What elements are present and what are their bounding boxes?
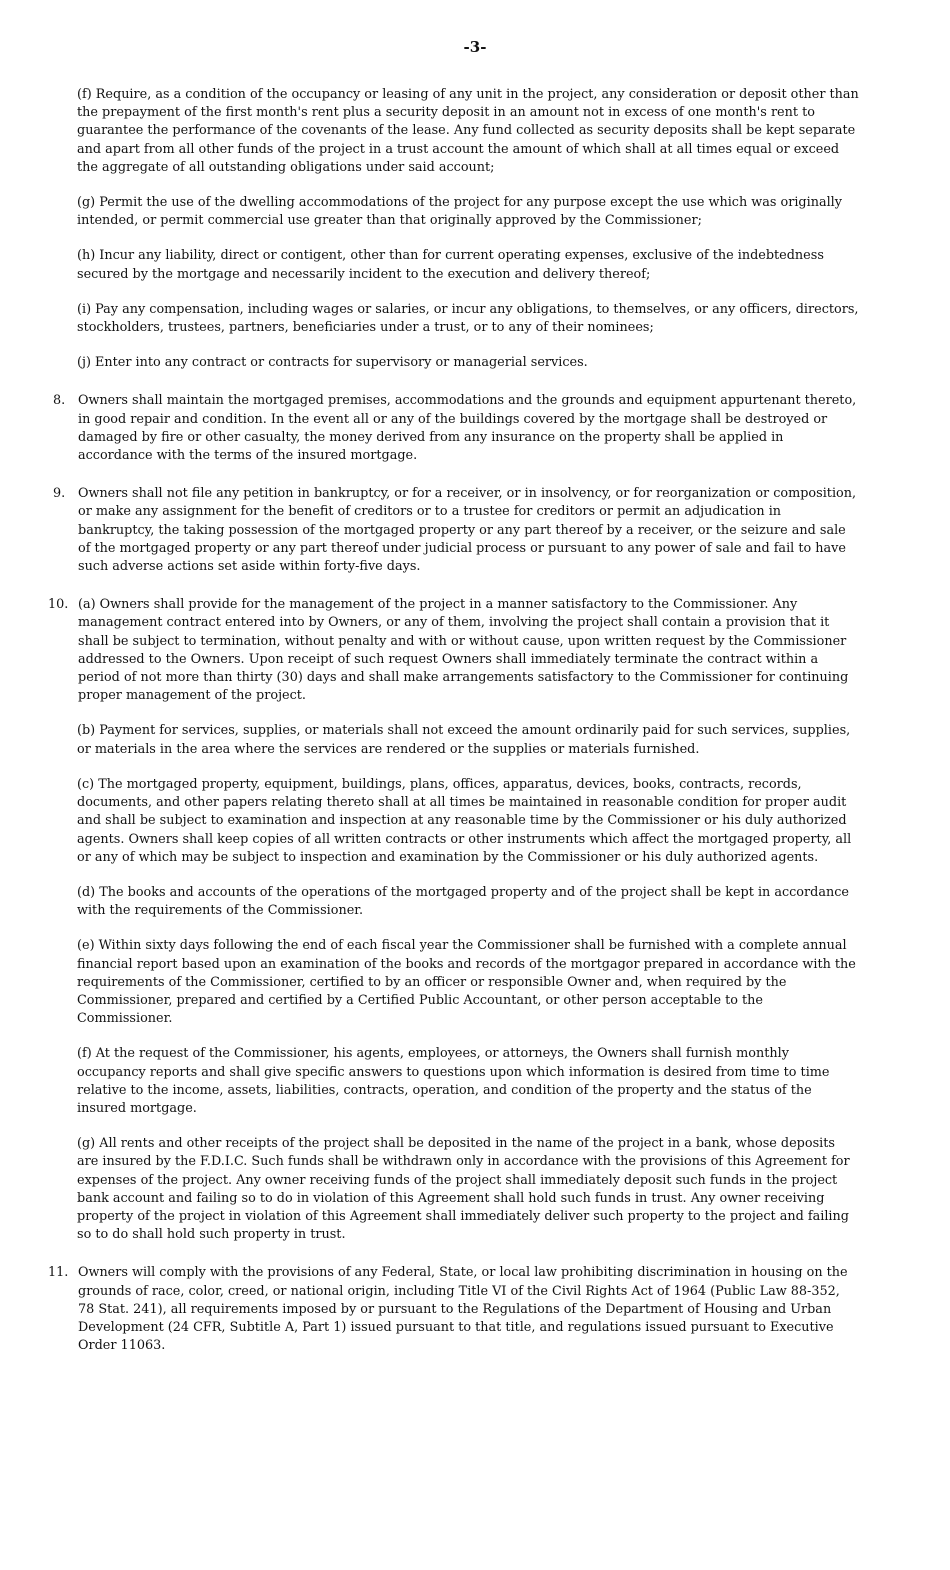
- clause-7f: (f) Require, as a condition of the occupancy or leasing of any unit in the project, any consideration or deposit other than the prepayment of the first month's rent plus a security deposit in an amount not in excess of one month's rent to guarantee the performance of the covenants of the lease. Any fund collected as security deposits shall be kept separate and apart from all other funds of the project in a trust account the amount of which shall at all times equal or exceed the aggregate of all outstanding obligations under said account;: [77, 87, 859, 175]
- clause-10f: (f) At the request of the Commissioner, his agents, employees, or attorneys, the Owners shall furnish monthly occupancy reports and shall give specific answers to questions upon which information is desired from time to time relative to the income, assets, liabilities, contracts, operation, and condition of the property and the status of the insured mortgage.: [77, 1046, 830, 1116]
- clause-7h: (h) Incur any liability, direct or contigent, other than for current operating expenses, exclusive of the indebtedness secured by the mortgage and necessarily incident to the execution and delivery thereof;: [77, 248, 824, 282]
- section-10: [48, 596, 860, 705]
- section-9-text: Owners shall not file any petition in bankruptcy, or for a receiver, or in insolvency, or for reorganization or composition, or make any assignment for the benefit of creditors or to a trustee for creditors or permit an adjudication in bankruptcy, the taking possession of the mortgaged property or any part thereof by a receiver, or the seizure and sale of the mortgaged property or any part thereof under judicial process or pursuant to any power of sale and fail to have such adverse actions set aside within forty-five days.: [78, 486, 857, 575]
- section-8-number: 8.: [53, 393, 66, 409]
- clause-7i: (i) Pay any compensation, including wages or salaries, or incur any obligations, to themselves, or any officers, directors, stockholders, trustees, partners, beneficiaries under a trust, or to any of their nominees;: [77, 301, 859, 336]
- section-10-number: 10.: [48, 597, 69, 613]
- clause-10d: (d) The books and accounts of the operations of the mortgaged property and of the project shall be kept in accordance with the requirements of the Commissioner.: [77, 884, 849, 919]
- section-11-text: Owners will comply with the provisions of any Federal, State, or local law prohibiting discrimination in housing on the grounds of race, color, creed, or national origin, including Title VI of the Civil Rights Act of 1964 (Public Law 88-352, 78 Stat. 241), all requirements imposed by or pursuant to the Regulations of the Department of Housing and Urban Development (24 CFR, Subtitle A, Part 1) issued pursuant to that title, and regulations issued pursuant to Executive Order 11063.: [78, 1265, 848, 1354]
- section-8: [53, 392, 860, 465]
- page-number: -3-: [463, 38, 487, 56]
- section-9-number: 9.: [53, 486, 66, 502]
- section-11-number: 11.: [48, 1265, 69, 1281]
- clause-10b: (b) Payment for services, supplies, or materials shall not exceed the amount ordinarily paid for such services, supplies, or materials in the area where the services are rendered or the supplies or materials furnished.: [77, 723, 851, 757]
- clause-10g: (g) All rents and other receipts of the project shall be deposited in the name of the project in a bank, whose deposits are insured by the F.D.I.C. Such funds shall be withdrawn only in accordance with the provisions of this Agreement for expenses of the project. Any owner receiving funds of the project shall immediately deposit such funds in the project bank account and failing so to do in violation of this Agreement shall hold such funds in trust. Any owner receiving property of the project in violation of this Agreement shall immediately deliver such property to the project and failing so to do shall hold such property in trust.: [77, 1136, 850, 1243]
- clause-7g: (g) Permit the use of the dwelling accommodations of the project for any purpose except the use which was originally intended, or permit commercial use greater than that originally approved by the Commissioner;: [77, 195, 842, 229]
- clause-10e: (e) Within sixty days following the end of each fiscal year the Commissioner shall be furnished with a complete annual financial report based upon an examination of the books and records of the mortgagor prepared in accordance with the requirements of the Commissioner, certified to by an officer or responsible Owner and, when required by the Commissioner, prepared and certified by a Certified Public Accountant, or other person acceptable to the Commissioner.: [77, 938, 856, 1027]
- section-11: [48, 1264, 860, 1355]
- section-9: [53, 485, 860, 576]
- clause-10a: (a) Owners shall provide for the management of the project in a manner satisfactory to the Commissioner. Any management contract entered into by Owners, or any of them, involving the project shall contain a provision that it shall be subject to termination, without penalty and with or without cause, upon written request by the Commissioner addressed to the Owners. Upon receipt of such request Owners shall immediately terminate the contract within a period of not more than thirty (30) days and shall make arrangements satisfactory to the Commissioner for continuing proper management of the project.: [78, 597, 849, 704]
- section-8-text: Owners shall maintain the mortgaged premises, accommodations and the grounds and equipment appurtenant thereto, in good repair and condition. In the event all or any of the buildings covered by the mortgage shall be destroyed or damaged by fire or other casualty, the money derived from any insurance on the property shall be applied in accordance with the terms of the insured mortgage.: [78, 393, 857, 464]
- document-body: [48, 86, 860, 1372]
- clause-7j: (j) Enter into any contract or contracts for supervisory or managerial services.: [77, 355, 588, 371]
- clause-10c: (c) The mortgaged property, equipment, buildings, plans, offices, apparatus, devices, books, contracts, records, documents, and other papers relating thereto shall at all times be maintained in reasonable condition for proper audit and shall be subject to examination and inspection at any reasonable time by the Commissioner or his duly authorized agents. Owners shall keep copies of all written contracts or other instruments which affect the mortgaged property, all or any of which may be subject to inspection and examination by the Commissioner or his duly authorized agents.: [77, 776, 852, 865]
